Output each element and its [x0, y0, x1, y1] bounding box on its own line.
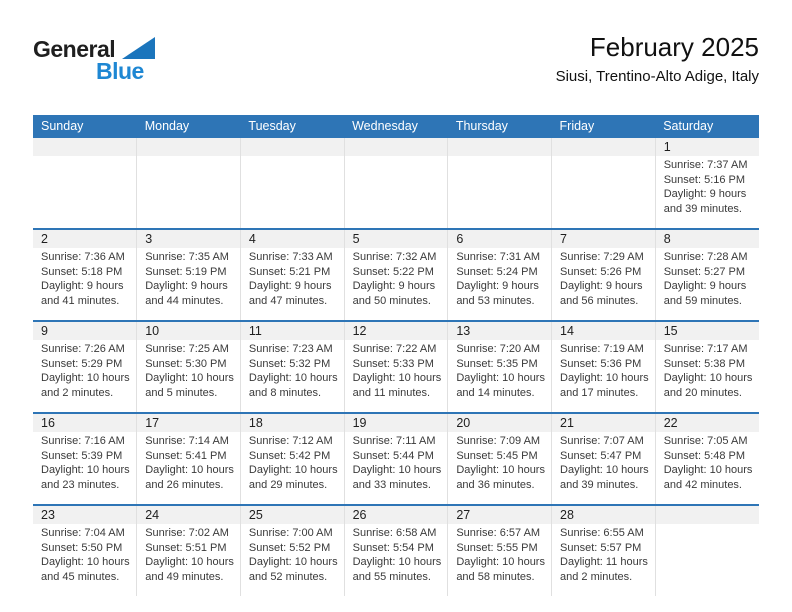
- day-number-empty: [552, 138, 655, 156]
- daylight-text-line1: Daylight: 10 hours: [352, 372, 442, 384]
- daylight-text-line2: and 42 minutes.: [663, 478, 742, 491]
- daylight-text-line2: and 26 minutes.: [145, 478, 224, 491]
- general-blue-logo: [33, 32, 183, 82]
- day-cell-9: [33, 321, 137, 413]
- week-row: [33, 505, 759, 596]
- day-number-empty: [241, 138, 344, 156]
- sunrise-text: Sunrise: 7:12 AM: [248, 435, 333, 447]
- daylight-text-line1: Daylight: 10 hours: [248, 464, 338, 476]
- daylight-text-line2: and 29 minutes.: [248, 478, 328, 491]
- sunrise-text: Sunrise: 7:19 AM: [560, 343, 644, 355]
- daylight-text-line1: Daylight: 10 hours: [352, 556, 442, 568]
- sunrise-text: Sunrise: 7:14 AM: [145, 435, 229, 447]
- sunrise-text: Sunrise: 7:31 AM: [456, 251, 541, 263]
- day-details: [241, 248, 344, 308]
- day-number: 27: [448, 506, 551, 524]
- daylight-text-line2: and 5 minutes.: [145, 386, 218, 399]
- sunrise-text: Sunrise: 7:32 AM: [352, 251, 437, 263]
- sunset-text: Sunset: 5:41 PM: [145, 449, 227, 462]
- day-details: [552, 248, 655, 308]
- daylight-text-line2: and 8 minutes.: [248, 386, 322, 399]
- day-cell-12: [344, 321, 448, 413]
- day-details: [137, 432, 240, 492]
- day-cell-7: [552, 229, 656, 321]
- daylight-text-line2: and 39 minutes.: [663, 202, 742, 215]
- daylight-text-line2: and 55 minutes.: [352, 570, 431, 583]
- daylight-text-line2: and 17 minutes.: [560, 386, 639, 399]
- daylight-text-line2: and 58 minutes.: [456, 570, 535, 583]
- sunset-text: Sunset: 5:55 PM: [456, 541, 538, 554]
- daylight-text-line2: and 47 minutes.: [248, 294, 328, 307]
- sunset-text: Sunset: 5:48 PM: [663, 449, 746, 462]
- day-cell-19: [344, 413, 448, 505]
- day-number: 18: [241, 414, 344, 432]
- daylight-text-line1: Daylight: 10 hours: [41, 372, 130, 384]
- daylight-text-line2: and 23 minutes.: [41, 478, 120, 491]
- sunrise-text: Sunrise: 7:09 AM: [456, 435, 541, 447]
- daylight-text-line2: and 45 minutes.: [41, 570, 120, 583]
- day-cell-26: [344, 505, 448, 596]
- day-number: 4: [241, 230, 344, 248]
- day-details: [552, 432, 655, 492]
- daylight-text-line1: Daylight: 10 hours: [663, 464, 753, 476]
- day-cell-16: [33, 413, 137, 505]
- daylight-text-line1: Daylight: 10 hours: [145, 556, 234, 568]
- day-number: 11: [241, 322, 344, 340]
- sunrise-text: Sunrise: 7:37 AM: [663, 159, 748, 171]
- day-number: 19: [345, 414, 448, 432]
- day-details: [241, 340, 344, 400]
- day-cell-17: [137, 413, 241, 505]
- day-number: 16: [33, 414, 136, 432]
- day-cell-1: [655, 137, 759, 229]
- empty-day-cell: [655, 505, 759, 596]
- week-row: [33, 413, 759, 505]
- empty-day-cell: [448, 137, 552, 229]
- sunrise-text: Sunrise: 7:11 AM: [352, 435, 436, 447]
- weekday-header-row: [33, 115, 759, 137]
- day-cell-8: [655, 229, 759, 321]
- sunset-text: Sunset: 5:36 PM: [560, 357, 642, 370]
- day-number: 8: [656, 230, 759, 248]
- day-cell-2: [33, 229, 137, 321]
- sunrise-text: Sunrise: 7:04 AM: [41, 527, 125, 539]
- day-cell-20: [448, 413, 552, 505]
- sunrise-text: Sunrise: 7:07 AM: [560, 435, 644, 447]
- day-details: [137, 340, 240, 400]
- sunrise-text: Sunrise: 6:55 AM: [560, 527, 644, 539]
- daylight-text-line2: and 59 minutes.: [663, 294, 742, 307]
- day-details: [33, 524, 136, 584]
- day-cell-15: [655, 321, 759, 413]
- day-details: [33, 248, 136, 308]
- day-number-empty: [656, 506, 759, 524]
- day-cell-23: [33, 505, 137, 596]
- daylight-text-line1: Daylight: 10 hours: [456, 372, 545, 384]
- day-cell-3: [137, 229, 241, 321]
- daylight-text-line1: Daylight: 11 hours: [560, 556, 648, 568]
- day-details: [345, 524, 448, 584]
- daylight-text-line1: Daylight: 10 hours: [41, 464, 130, 476]
- day-details: [448, 524, 551, 584]
- week-row: [33, 229, 759, 321]
- weekday-header-monday: Monday: [137, 115, 241, 137]
- daylight-text-line1: Daylight: 10 hours: [560, 372, 649, 384]
- day-number-empty: [345, 138, 448, 156]
- daylight-text-line2: and 41 minutes.: [41, 294, 120, 307]
- day-details: [552, 340, 655, 400]
- daylight-text-line2: and 56 minutes.: [560, 294, 639, 307]
- day-cell-25: [240, 505, 344, 596]
- day-details: [33, 340, 136, 400]
- daylight-text-line1: Daylight: 10 hours: [145, 372, 234, 384]
- daylight-text-line1: Daylight: 9 hours: [663, 188, 747, 200]
- day-number: 25: [241, 506, 344, 524]
- daylight-text-line1: Daylight: 9 hours: [145, 280, 228, 292]
- daylight-text-line1: Daylight: 9 hours: [663, 280, 747, 292]
- sunset-text: Sunset: 5:52 PM: [248, 541, 331, 554]
- page-header: [33, 0, 759, 105]
- daylight-text-line1: Daylight: 9 hours: [352, 280, 436, 292]
- daylight-text-line1: Daylight: 10 hours: [560, 464, 649, 476]
- sunset-text: Sunset: 5:42 PM: [248, 449, 331, 462]
- sunrise-text: Sunrise: 7:29 AM: [560, 251, 644, 263]
- daylight-text-line2: and 36 minutes.: [456, 478, 535, 491]
- day-number: 1: [656, 138, 759, 156]
- sunrise-text: Sunrise: 6:57 AM: [456, 527, 541, 539]
- day-number: 2: [33, 230, 136, 248]
- day-cell-28: [552, 505, 656, 596]
- sunset-text: Sunset: 5:26 PM: [560, 265, 642, 278]
- sunrise-text: Sunrise: 7:25 AM: [145, 343, 229, 355]
- sunrise-text: Sunrise: 7:33 AM: [248, 251, 333, 263]
- day-number: 23: [33, 506, 136, 524]
- sunset-text: Sunset: 5:57 PM: [560, 541, 642, 554]
- day-details: [448, 340, 551, 400]
- daylight-text-line1: Daylight: 10 hours: [248, 556, 338, 568]
- day-number: 14: [552, 322, 655, 340]
- day-details: [656, 248, 759, 308]
- day-number: 17: [137, 414, 240, 432]
- daylight-text-line1: Daylight: 9 hours: [248, 280, 332, 292]
- day-details: [448, 432, 551, 492]
- weekday-header-saturday: Saturday: [655, 115, 759, 137]
- sunset-text: Sunset: 5:54 PM: [352, 541, 434, 554]
- day-number: 7: [552, 230, 655, 248]
- daylight-text-line2: and 33 minutes.: [352, 478, 431, 491]
- daylight-text-line1: Daylight: 10 hours: [41, 556, 130, 568]
- sunrise-text: Sunrise: 7:26 AM: [41, 343, 125, 355]
- day-number: 21: [552, 414, 655, 432]
- day-number: 22: [656, 414, 759, 432]
- week-row: [33, 321, 759, 413]
- day-cell-21: [552, 413, 656, 505]
- sunset-text: Sunset: 5:18 PM: [41, 265, 123, 278]
- day-number-empty: [137, 138, 240, 156]
- logo-text-blue: Blue: [96, 58, 144, 84]
- sunrise-text: Sunrise: 7:17 AM: [663, 343, 748, 355]
- sunset-text: Sunset: 5:33 PM: [352, 357, 434, 370]
- day-details: [448, 248, 551, 308]
- sunrise-text: Sunrise: 6:58 AM: [352, 527, 437, 539]
- day-cell-27: [448, 505, 552, 596]
- sunrise-text: Sunrise: 7:22 AM: [352, 343, 437, 355]
- sunset-text: Sunset: 5:38 PM: [663, 357, 746, 370]
- day-details: [656, 156, 759, 216]
- empty-day-cell: [240, 137, 344, 229]
- daylight-text-line1: Daylight: 10 hours: [352, 464, 442, 476]
- sunset-text: Sunset: 5:39 PM: [41, 449, 123, 462]
- day-details: [345, 432, 448, 492]
- daylight-text-line1: Daylight: 10 hours: [456, 556, 545, 568]
- day-cell-14: [552, 321, 656, 413]
- daylight-text-line1: Daylight: 10 hours: [456, 464, 545, 476]
- day-cell-11: [240, 321, 344, 413]
- daylight-text-line2: and 50 minutes.: [352, 294, 431, 307]
- sunset-text: Sunset: 5:27 PM: [663, 265, 746, 278]
- daylight-text-line2: and 2 minutes.: [560, 570, 633, 583]
- day-number-empty: [448, 138, 551, 156]
- day-number: 6: [448, 230, 551, 248]
- day-number: 5: [345, 230, 448, 248]
- sunset-text: Sunset: 5:24 PM: [456, 265, 538, 278]
- daylight-text-line2: and 49 minutes.: [145, 570, 224, 583]
- weekday-header-tuesday: Tuesday: [240, 115, 344, 137]
- day-number: 12: [345, 322, 448, 340]
- sunset-text: Sunset: 5:19 PM: [145, 265, 227, 278]
- week-row: [33, 137, 759, 229]
- daylight-text-line2: and 39 minutes.: [560, 478, 639, 491]
- day-cell-24: [137, 505, 241, 596]
- daylight-text-line1: Daylight: 9 hours: [560, 280, 643, 292]
- day-details: [241, 432, 344, 492]
- sunset-text: Sunset: 5:16 PM: [663, 173, 746, 186]
- daylight-text-line1: Daylight: 9 hours: [41, 280, 124, 292]
- day-cell-6: [448, 229, 552, 321]
- day-number: 9: [33, 322, 136, 340]
- day-number: 3: [137, 230, 240, 248]
- sunset-text: Sunset: 5:50 PM: [41, 541, 123, 554]
- sunset-text: Sunset: 5:45 PM: [456, 449, 538, 462]
- title-block: [556, 32, 759, 85]
- day-cell-10: [137, 321, 241, 413]
- day-number: 20: [448, 414, 551, 432]
- location-subtitle: Siusi, Trentino-Alto Adige, Italy: [555, 68, 759, 85]
- day-cell-22: [655, 413, 759, 505]
- daylight-text-line2: and 14 minutes.: [456, 386, 535, 399]
- day-details: [552, 524, 655, 584]
- logo-triangle-icon: [122, 37, 155, 59]
- sunrise-text: Sunrise: 7:35 AM: [145, 251, 229, 263]
- day-number: 28: [552, 506, 655, 524]
- day-details: [656, 340, 759, 400]
- sunrise-text: Sunrise: 7:28 AM: [663, 251, 748, 263]
- weekday-header-wednesday: Wednesday: [344, 115, 448, 137]
- sunset-text: Sunset: 5:22 PM: [352, 265, 434, 278]
- daylight-text-line2: and 52 minutes.: [248, 570, 328, 583]
- day-number-empty: [33, 138, 136, 156]
- calendar-table: [33, 115, 759, 596]
- calendar-body: [33, 137, 759, 596]
- weekday-header-friday: Friday: [552, 115, 656, 137]
- day-details: [241, 524, 344, 584]
- day-cell-5: [344, 229, 448, 321]
- daylight-text-line1: Daylight: 10 hours: [663, 372, 753, 384]
- sunrise-text: Sunrise: 7:23 AM: [248, 343, 333, 355]
- day-number: 15: [656, 322, 759, 340]
- day-details: [33, 432, 136, 492]
- empty-day-cell: [137, 137, 241, 229]
- logo-text-general: General: [33, 36, 116, 62]
- daylight-text-line2: and 44 minutes.: [145, 294, 224, 307]
- day-details: [345, 248, 448, 308]
- sunset-text: Sunset: 5:21 PM: [248, 265, 331, 278]
- sunset-text: Sunset: 5:29 PM: [41, 357, 123, 370]
- day-cell-13: [448, 321, 552, 413]
- sunset-text: Sunset: 5:51 PM: [145, 541, 227, 554]
- daylight-text-line2: and 11 minutes.: [352, 386, 431, 399]
- sunset-text: Sunset: 5:30 PM: [145, 357, 227, 370]
- sunset-text: Sunset: 5:44 PM: [352, 449, 434, 462]
- sunrise-text: Sunrise: 7:00 AM: [248, 527, 333, 539]
- empty-day-cell: [344, 137, 448, 229]
- day-number: 24: [137, 506, 240, 524]
- day-details: [656, 432, 759, 492]
- sunset-text: Sunset: 5:47 PM: [560, 449, 642, 462]
- day-number: 26: [345, 506, 448, 524]
- day-number: 13: [448, 322, 551, 340]
- day-details: [345, 340, 448, 400]
- page-title: February 2025: [589, 32, 759, 62]
- sunrise-text: Sunrise: 7:20 AM: [456, 343, 541, 355]
- day-cell-4: [240, 229, 344, 321]
- empty-day-cell: [552, 137, 656, 229]
- sunrise-text: Sunrise: 7:16 AM: [41, 435, 125, 447]
- empty-day-cell: [33, 137, 137, 229]
- daylight-text-line2: and 53 minutes.: [456, 294, 535, 307]
- day-cell-18: [240, 413, 344, 505]
- daylight-text-line1: Daylight: 10 hours: [248, 372, 338, 384]
- sunrise-text: Sunrise: 7:02 AM: [145, 527, 229, 539]
- sunset-text: Sunset: 5:35 PM: [456, 357, 538, 370]
- weekday-header-thursday: Thursday: [448, 115, 552, 137]
- sunrise-text: Sunrise: 7:36 AM: [41, 251, 125, 263]
- sunrise-text: Sunrise: 7:05 AM: [663, 435, 748, 447]
- daylight-text-line2: and 2 minutes.: [41, 386, 114, 399]
- weekday-header-sunday: Sunday: [33, 115, 137, 137]
- daylight-text-line2: and 20 minutes.: [663, 386, 742, 399]
- daylight-text-line1: Daylight: 10 hours: [145, 464, 234, 476]
- day-details: [137, 248, 240, 308]
- day-details: [137, 524, 240, 584]
- sunset-text: Sunset: 5:32 PM: [248, 357, 331, 370]
- day-number: 10: [137, 322, 240, 340]
- daylight-text-line1: Daylight: 9 hours: [456, 280, 539, 292]
